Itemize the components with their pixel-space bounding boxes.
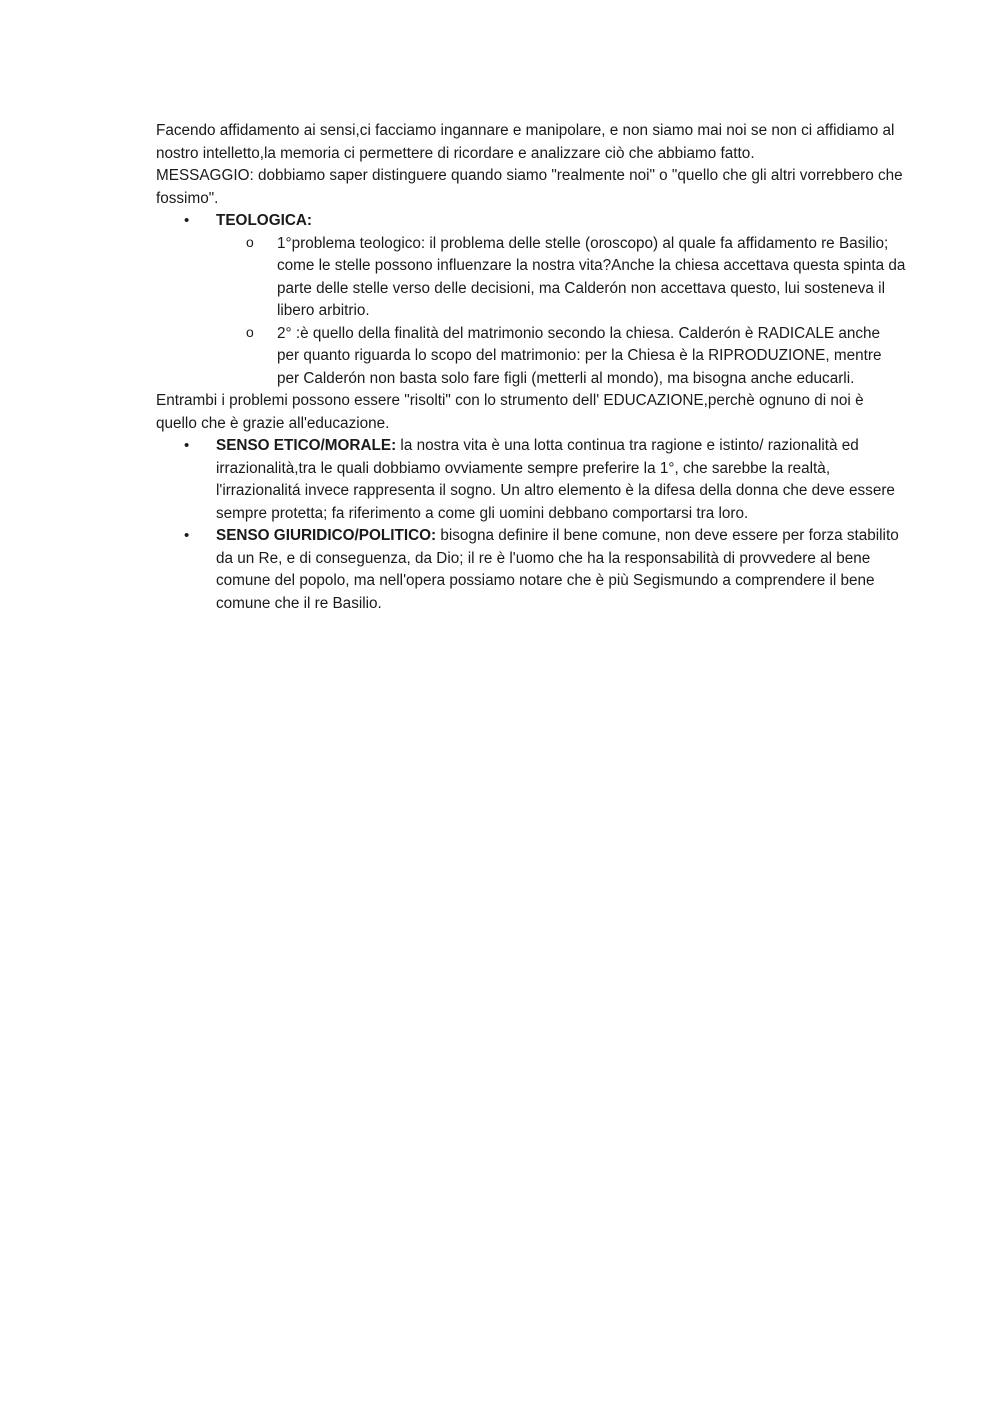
circle-bullet-icon: o [246, 323, 254, 340]
senso-etico-heading: SENSO ETICO/MORALE: [216, 437, 397, 454]
senso-giuridico-text: bisogna definire il bene comune, non deve essere per forza stabilito da un Re, e di conseguenza, da Dio; il re è l'uomo che ha la responsabilità di provvedere al bene comune del popolo, ma nell'opera possiamo notare che è più Segismundo a comprendere il bene comune che il re Basilio. [216, 527, 899, 612]
intro-paragraph: Facendo affidamento ai sensi,ci facciamo ingannare e manipolare, e non siamo mai noi se non ci affidiamo al nostro intelletto,la memoria ci permettere di ricordare e analizzare ciò che abbiamo fatto. [156, 122, 895, 162]
senso-giuridico-section [156, 525, 906, 615]
teologica-item-2 [156, 323, 906, 391]
bullet-icon: • [184, 212, 190, 229]
bullet-icon: • [184, 527, 190, 544]
teologica-item-text: 2° :è quello della finalità del matrimonio secondo la chiesa. Calderón è RADICALE anche per quanto riguarda lo scopo del matrimonio: per la Chiesa è la RIPRODUZIONE, mentre per Calderón non basta solo fare figli (metterli al mondo), ma bisogna anche educarli. [277, 324, 882, 387]
senso-giuridico-heading: SENSO GIURIDICO/POLITICO: [216, 527, 437, 544]
teologica-item-text: 1°problema teologico: il problema delle stelle (oroscopo) al quale fa affidamento re Basilio; come le stelle possono influenzare la nostra vita?Anche la chiesa accettava questa spinta da parte delle stelle verso delle decisioni, ma Calderón non accettava questo, lui sosteneva il libero arbitrio. [277, 234, 906, 319]
senso-etico-section [156, 435, 906, 525]
teologica-item-1 [156, 233, 906, 323]
education-paragraph: Entrambi i problemi possono essere "risolti" con lo strumento dell' EDUCAZIONE,perchè ognuno di noi è quello che è grazie all'educazione. [156, 392, 864, 432]
teologica-section [156, 210, 906, 233]
teologica-heading: TEOLOGICA: [216, 212, 313, 229]
senso-etico-text: la nostra vita è una lotta continua tra ragione e istinto/ razionalità ed irrazionalità,tra le quali dobbiamo ovviamente sempre preferire la 1°, che sarebbe la realtà, l'irrazionalitá invece rappresenta il sogno. Un altro elemento è la difesa della donna che deve essere sempre protetta; fa riferimento a come gli uomini debbano comportarsi tra loro. [216, 437, 895, 522]
circle-bullet-icon: o [246, 233, 254, 250]
document-page [156, 120, 906, 615]
message-paragraph: MESSAGGIO: dobbiamo saper distinguere quando siamo "realmente noi" o "quello che gli altri vorrebbero che fossimo". [156, 167, 903, 207]
bullet-icon: • [184, 437, 190, 454]
